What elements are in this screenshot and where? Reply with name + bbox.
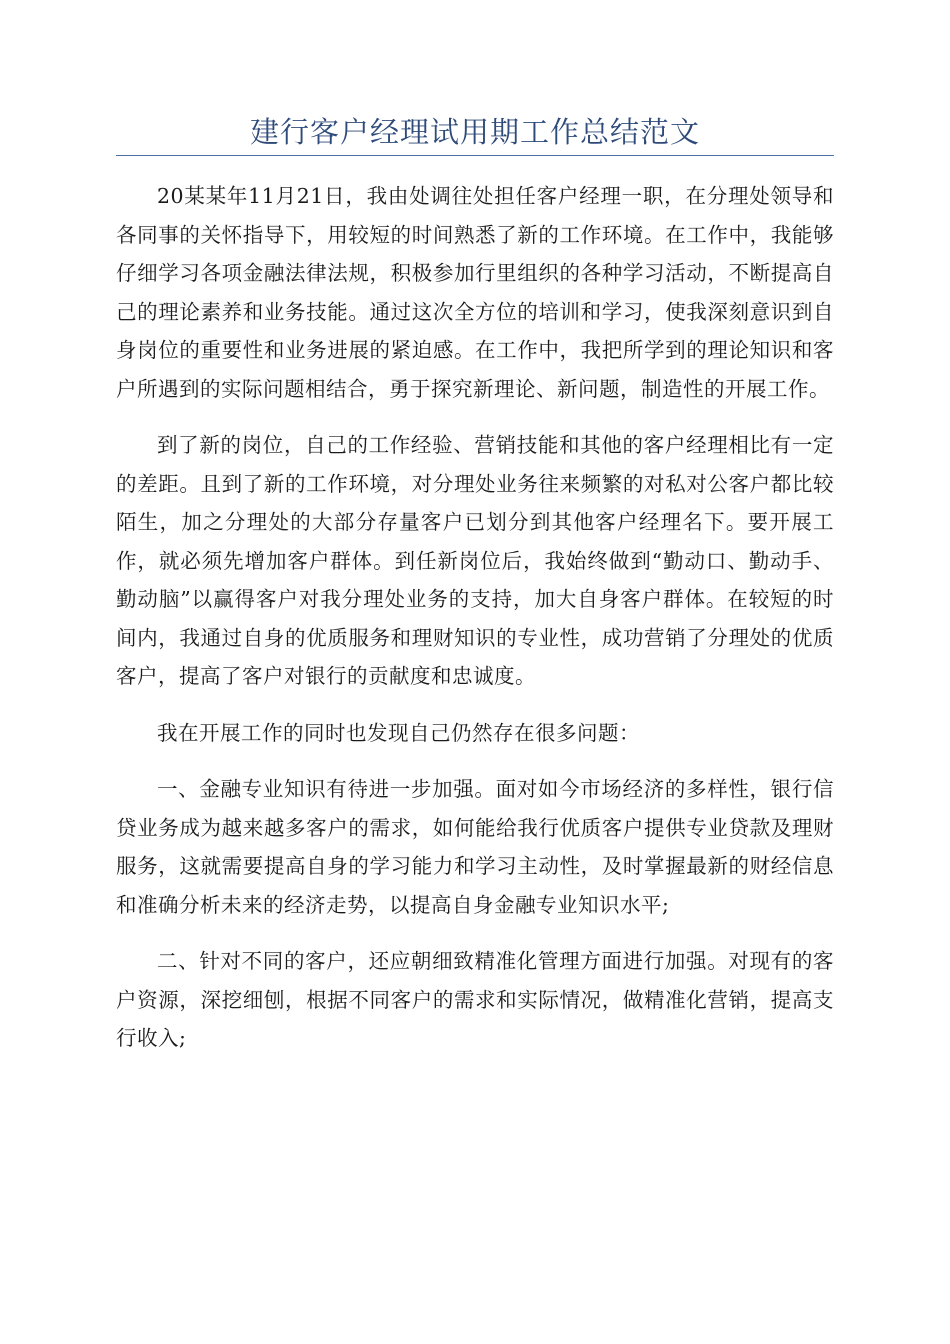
- paragraph-problems-lead: 我在开展工作的同时也发现自己仍然存在很多问题：: [157, 720, 640, 745]
- paragraph-point-one: 一、金融专业知识有待进一步加强。面对如今市场经济的多样性，银行信贷业务成为越来越多客户的需求，如何能给我行优质客户提供专业贷款及理财服务，这就需要提高自身的学习能力和学习主动性，及时掌握最新的财经信息和准确分析未来的经济走势，以提高自身金融专业知识水平;: [116, 777, 834, 917]
- paragraph-new-position: 到了新的岗位，自己的工作经验、营销技能和其他的客户经理相比有一定的差距。且到了新的工作环境，对分理处业务往来频繁的对私对公客户都比较陌生，加之分理处的大部分存量客户已划分到其他客户经理名下。要开展工作，就必须先增加客户群体。到任新岗位后，我始终做到“勤动口、勤动手、勤动脑”以赢得客户对我分理处业务的支持，加大自身客户群体。在较短的时间内，我通过自身的优质服务和理财知识的专业性，成功营销了分理处的优质客户，提高了客户对银行的贡献度和忠诚度。: [116, 433, 834, 688]
- paragraph-intro: 20某某年11月21日，我由处调往处担任客户经理一职，在分理处领导和各同事的关怀指导下，用较短的时间熟悉了新的工作环境。在工作中，我能够仔细学习各项金融法律法规，积极参加行里组织的各种学习活动，不断提高自己的理论素养和业务技能。通过这次全方位的培训和学习，使我深刻意识到自身岗位的重要性和业务进展的紧迫感。在工作中，我把所学到的理论知识和客户所遇到的实际问题相结合，勇于探究新理论、新问题，制造性的开展工作。: [116, 184, 834, 401]
- document-page: [116, 0, 834, 1076]
- document-body: [116, 177, 834, 1058]
- paragraph-point-two: 二、针对不同的客户，还应朝细致精准化管理方面进行加强。对现有的客户资源，深挖细刨，根据不同客户的需求和实际情况，做精准化营销，提高支行收入;: [116, 949, 834, 1050]
- title-underline: [116, 155, 834, 156]
- document-title: 建行客户经理试用期工作总结范文: [249, 115, 700, 149]
